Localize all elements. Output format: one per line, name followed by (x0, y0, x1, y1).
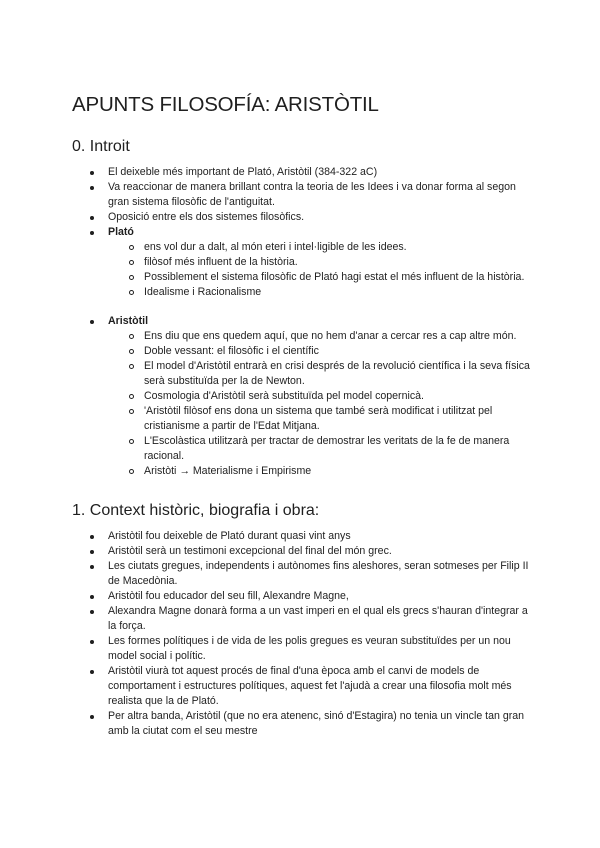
sub-list-item: L'Escolàstica utilitzarà per tractar de demostrar les veritats de la fe de manera racional. (108, 434, 532, 464)
list-item: Les ciutats gregues, independents i autònomes fins aleshores, seran sotmeses per Filip II de Macedònia. (72, 559, 532, 589)
list-item: Aristòtil serà un testimoni excepcional del final del món grec. (72, 544, 532, 559)
list-item-aristotil (72, 314, 532, 479)
list-item: Les formes polítiques i de vida de les polis gregues es veuran substituïdes per un nou model social i polític. (72, 634, 532, 664)
sub-list-item: 'Aristòtil filòsof ens dona un sistema que també serà modificat i utilitzat pel cristianisme a partir de l'Edat Mitjana. (108, 404, 532, 434)
aristotil-label: Aristòtil (108, 315, 149, 327)
sub-list-item: Possiblement el sistema filosòfic de Plató hagi estat el més influent de la història. (108, 270, 532, 285)
context-list (72, 529, 532, 739)
sub-list-item: Aristòti → Materialisme i Empirisme (108, 464, 532, 479)
introit-list (72, 165, 532, 479)
sub-list-item: El model d'Aristòtil entrarà en crisi després de la revolució científica i la seva física serà substituïda per la de Newton. (108, 359, 532, 389)
section-heading-context: 1. Context històric, biografia i obra: (72, 502, 320, 519)
list-item: El deixeble més important de Plató, Aristòtil (384-322 aC) (72, 165, 532, 180)
document-page (72, 92, 532, 739)
plato-label: Plató (108, 226, 134, 238)
sub-list-item: Doble vessant: el filosòfic i el científic (108, 344, 532, 359)
sub-list-item: Idealisme i Racionalisme (108, 285, 532, 300)
page-title: APUNTS FILOSOFÍA: ARISTÒTIL (72, 93, 379, 116)
list-item: Aristòtil fou deixeble de Plató durant quasi vint anys (72, 529, 532, 544)
sub-list-item: ens vol dur a dalt, al món eteri i intel·ligible de les idees. (108, 240, 532, 255)
list-item: Va reaccionar de manera brillant contra la teoria de les Idees i va donar forma al segon gran sistema filosòfic de l'antiguitat. (72, 180, 532, 210)
list-item: Per altra banda, Aristòtil (que no era atenenc, sinó d'Estagira) no tenia un vincle tan gran amb la ciutat com el seu mestre (72, 709, 532, 739)
list-item: Alexandra Magne donarà forma a un vast imperi en el qual els grecs s'hauran d'integrar a la força. (72, 604, 532, 634)
sub-list-item: Ens diu que ens quedem aquí, que no hem d'anar a cercar res a cap altre món. (108, 329, 532, 344)
aristotil-sublist (108, 329, 532, 479)
list-item: Aristòtil fou educador del seu fill, Alexandre Magne, (72, 589, 532, 604)
sub-list-item: Cosmologia d'Aristòtil serà substituïda pel model copernicà. (108, 389, 532, 404)
list-item-plato (72, 225, 532, 314)
section-heading-introit: 0. Introit (72, 138, 130, 155)
plato-sublist (108, 240, 532, 300)
sub-list-item: filòsof més influent de la història. (108, 255, 532, 270)
list-item: Aristòtil viurà tot aquest procés de final d'una època amb el canvi de models de comportament i estructures polítiques, aquest fet l'ajudà a crear una filosofia molt més realista que la de Plató. (72, 664, 532, 709)
list-item: Oposició entre els dos sistemes filosòfics. (72, 210, 532, 225)
